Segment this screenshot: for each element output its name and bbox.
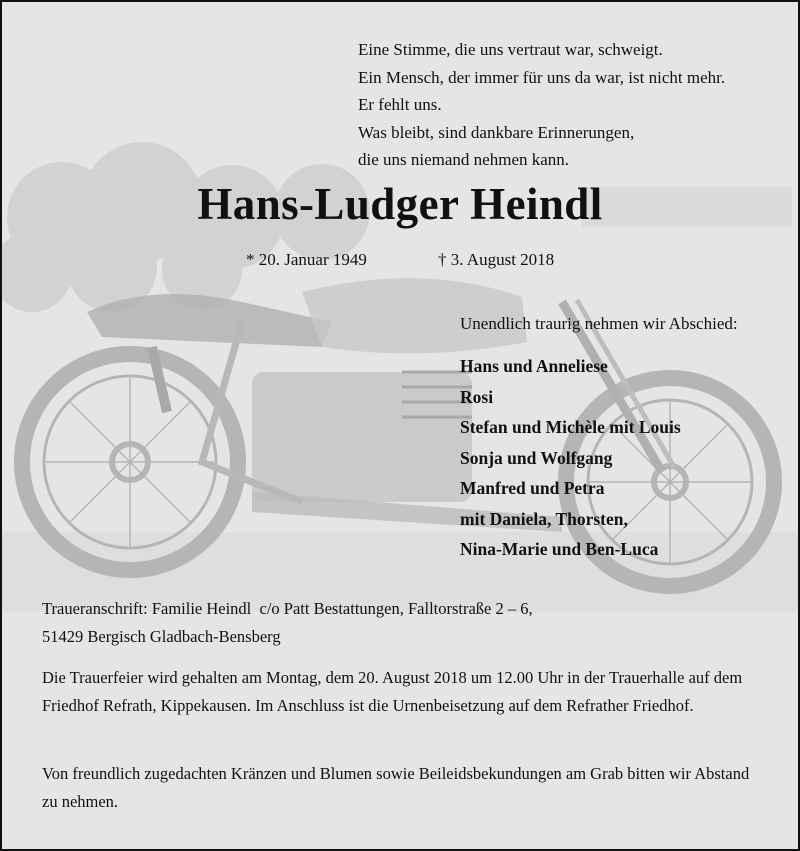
death-date: † 3. August 2018 (438, 250, 555, 269)
poem-line: Ein Mensch, der immer für uns da war, ist nicht mehr. (358, 67, 726, 87)
poem-line: Eine Stimme, die uns vertraut war, schweigt. (358, 40, 663, 59)
poem-line: Was bleibt, sind dankbare Erinnerungen, (358, 122, 635, 142)
mourner-entry: Nina-Marie und Ben-Luca (460, 539, 659, 559)
address-line-1: Traueranschrift: Familie Heindl c/o Patt Bestattungen, Falltorstraße 2 – 6, (42, 599, 533, 618)
birth-date: * 20. Januar 1949 (246, 250, 367, 269)
deceased-name: Hans-Ludger Heindl (197, 179, 603, 229)
mourner-entry: Manfred und Petra (460, 478, 605, 498)
flowers-notice: Von freundlich zugedachten Kränzen und Blumen sowie Beileidsbekundungen am Grab bitten wir Abstand zu nehmen. (42, 764, 750, 811)
poem-line: Er fehlt uns. (358, 95, 442, 114)
mourner-entry: Sonja und Wolfgang (460, 447, 613, 468)
mourner-entry: Rosi (460, 386, 494, 407)
memorial-poem (358, 36, 725, 174)
mourner-entry: Hans und Anneliese (460, 356, 608, 376)
mourner-entry: Stefan und Michèle mit Louis (460, 417, 681, 437)
farewell-line: Unendlich traurig nehmen wir Abschied: (460, 314, 738, 333)
mourner-entry: mit Daniela, Thorsten, (460, 508, 628, 529)
address-line-2: 51429 Bergisch Gladbach-Bensberg (42, 626, 281, 646)
mourners-list (460, 351, 681, 565)
poem-line: die uns niemand nehmen kann. (358, 150, 570, 169)
ceremony-notice: Die Trauerfeier wird gehalten am Montag, dem 20. August 2018 um 12.00 Uhr in der Trauerhalle auf dem Friedhof Refrath, Kippekausen. Im Anschluss ist die Urnenbeisetzung auf dem Refrather Friedhof. (42, 668, 743, 715)
mourning-address (42, 595, 533, 650)
